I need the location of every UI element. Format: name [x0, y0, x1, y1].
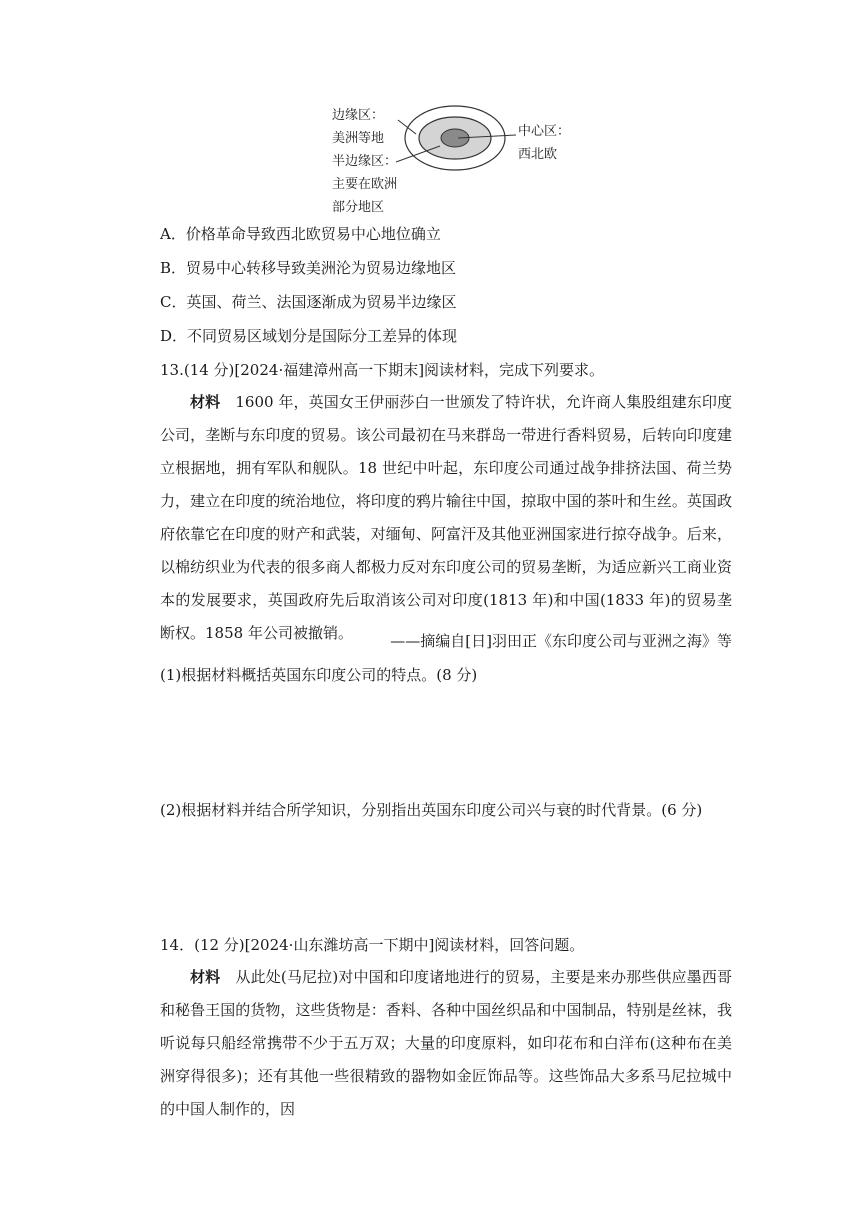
q13-source: ——摘编自[日]羽田正《东印度公司与亚洲之海》等: [390, 632, 732, 650]
option-d: D．不同贸易区域划分是国际分工差异的体现: [160, 327, 458, 345]
semi-zone-desc-2: 部分地区: [332, 200, 385, 215]
center-zone-desc: 西北欧: [518, 147, 558, 162]
q13-subquestion-2: (2)根据材料并结合所学知识，分别指出英国东印度公司兴与衰的时代背景。(6 分): [160, 801, 703, 819]
trade-zones-diagram: [330, 98, 600, 218]
q13-material-text: 1600 年，英国女王伊丽莎白一世颁发了特许状，允许商人集股组建东印度公司，垄断与东印度的贸易。该公司最初在马来群岛一带进行香料贸易，后转向印度建立根据地，拥有军队和舰队。18 世纪中叶起，东印度公司通过战争排挤法国、荷兰势力，建立在印度的统治地位，将印度的鸦片输往中国，掠取中国的茶叶和生丝。英国政府依靠它在印度的财产和武装，对缅甸、阿富汗及其他亚洲国家进行掠夺战争。后来，以棉纺织业为代表的很多商人都极力反对东印度公司的贸易垄断，为适应新兴工商业资本的发展要求，英国政府先后取消该公司对印度(1813 年)和中国(1833 年)的贸易垄断权。1858 年公司被撤销。: [160, 393, 732, 642]
semi-zone-desc-1: 主要在欧洲: [332, 177, 398, 192]
semi-zone-label: 半边缘区：: [332, 154, 398, 169]
option-c: C．英国、荷兰、法国逐渐成为贸易半边缘区: [160, 293, 457, 311]
option-a: A．价格革命导致西北欧贸易中心地位确立: [160, 225, 441, 243]
edge-zone-desc: 美洲等地: [332, 131, 385, 146]
q13-material-tag: 材料: [190, 393, 221, 411]
q14-material: [160, 961, 732, 1126]
q14-material-text: 从此处(马尼拉)对中国和印度诸地进行的贸易，主要是来办那些供应墨西哥和秘鲁王国的货物，这些货物是：香料、各种中国丝织品和中国制品，特别是丝袜，我听说每只船经常携带不少于五万双；大量的印度原料，如印花布和白洋布(这种布在美洲穿得很多)；还有其他一些很精致的器物如金匠饰品等。这些饰品大多系马尼拉城中的中国人制作的，因: [160, 968, 732, 1118]
q13-header: 13.(14 分)[2024·福建漳州高一下期末]阅读材料，完成下列要求。: [160, 361, 605, 379]
option-b: B．贸易中心转移导致美洲沦为贸易边缘地区: [160, 259, 457, 277]
edge-zone-label: 边缘区：: [332, 108, 385, 123]
q14-material-tag: 材料: [190, 968, 221, 986]
q13-subquestion-1: (1)根据材料概括英国东印度公司的特点。(8 分): [160, 666, 478, 684]
q13-material: [160, 386, 732, 650]
center-zone-label: 中心区：: [518, 124, 571, 139]
q14-header: 14．(12 分)[2024·山东潍坊高一下期中]阅读材料，回答问题。: [160, 936, 585, 954]
